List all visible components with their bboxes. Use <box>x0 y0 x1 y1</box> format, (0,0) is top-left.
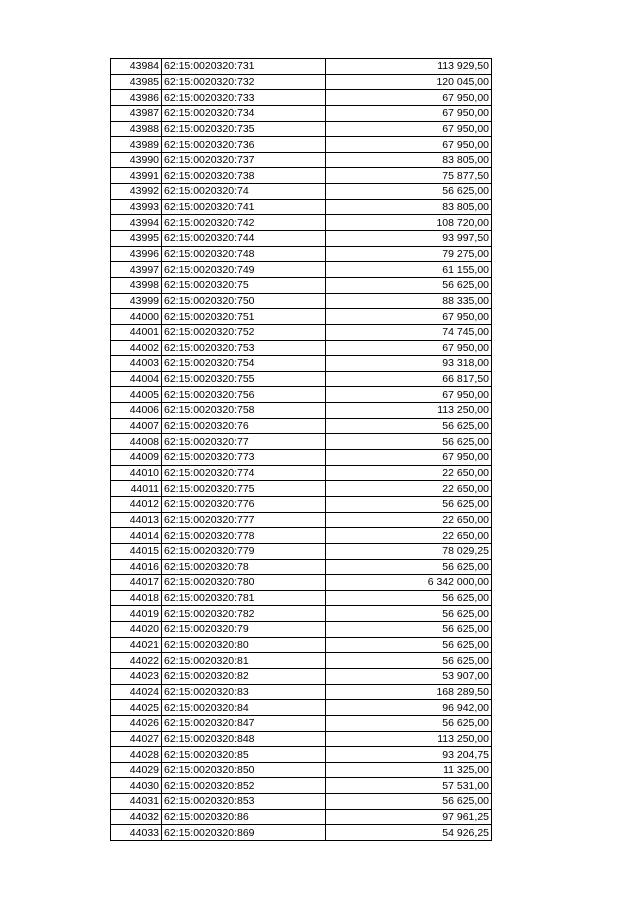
cadastral-number-cell: 62:15:0020320:782 <box>162 606 326 622</box>
row-number-cell: 44014 <box>111 528 162 544</box>
row-number-cell: 43998 <box>111 277 162 293</box>
row-number-cell: 44024 <box>111 684 162 700</box>
row-number-cell: 44019 <box>111 606 162 622</box>
value-cell: 93 318,00 <box>326 356 492 372</box>
table-row <box>111 403 492 419</box>
cadastral-number-cell: 62:15:0020320:869 <box>162 825 326 841</box>
cadastral-number-cell: 62:15:0020320:781 <box>162 590 326 606</box>
row-number-cell: 44030 <box>111 778 162 794</box>
value-cell: 56 625,00 <box>326 637 492 653</box>
cadastral-number-cell: 62:15:0020320:79 <box>162 622 326 638</box>
table-row <box>111 825 492 841</box>
row-number-cell: 43986 <box>111 90 162 106</box>
cadastral-number-cell: 62:15:0020320:852 <box>162 778 326 794</box>
table-row <box>111 434 492 450</box>
value-cell: 67 950,00 <box>326 340 492 356</box>
table-row <box>111 653 492 669</box>
cadastral-number-cell: 62:15:0020320:750 <box>162 293 326 309</box>
table-row <box>111 794 492 810</box>
table-row <box>111 168 492 184</box>
table-row <box>111 778 492 794</box>
value-cell: 67 950,00 <box>326 105 492 121</box>
value-cell: 61 155,00 <box>326 262 492 278</box>
cadastral-number-cell: 62:15:0020320:754 <box>162 356 326 372</box>
cadastral-number-cell: 62:15:0020320:776 <box>162 496 326 512</box>
value-cell: 56 625,00 <box>326 715 492 731</box>
value-cell: 88 335,00 <box>326 293 492 309</box>
row-number-cell: 44028 <box>111 747 162 763</box>
row-number-cell: 44010 <box>111 465 162 481</box>
cadastral-number-cell: 62:15:0020320:775 <box>162 481 326 497</box>
value-cell: 22 650,00 <box>326 512 492 528</box>
table-row <box>111 512 492 528</box>
table-row <box>111 465 492 481</box>
cadastral-number-cell: 62:15:0020320:774 <box>162 465 326 481</box>
cadastral-number-cell: 62:15:0020320:75 <box>162 277 326 293</box>
table-row <box>111 184 492 200</box>
cadastral-number-cell: 62:15:0020320:80 <box>162 637 326 653</box>
table-row <box>111 137 492 153</box>
cadastral-number-cell: 62:15:0020320:758 <box>162 403 326 419</box>
row-number-cell: 44011 <box>111 481 162 497</box>
row-number-cell: 43991 <box>111 168 162 184</box>
value-cell: 56 625,00 <box>326 434 492 450</box>
cadastral-number-cell: 62:15:0020320:756 <box>162 387 326 403</box>
table-row <box>111 152 492 168</box>
value-cell: 93 997,50 <box>326 231 492 247</box>
value-cell: 56 625,00 <box>326 277 492 293</box>
row-number-cell: 44004 <box>111 371 162 387</box>
table-row <box>111 637 492 653</box>
value-cell: 56 625,00 <box>326 606 492 622</box>
table-row <box>111 246 492 262</box>
cadastral-number-cell: 62:15:0020320:742 <box>162 215 326 231</box>
cadastral-number-cell: 62:15:0020320:777 <box>162 512 326 528</box>
table-row <box>111 262 492 278</box>
row-number-cell: 44017 <box>111 575 162 591</box>
cadastral-number-cell: 62:15:0020320:78 <box>162 559 326 575</box>
table-row <box>111 496 492 512</box>
cadastral-number-cell: 62:15:0020320:735 <box>162 121 326 137</box>
value-cell: 67 950,00 <box>326 137 492 153</box>
row-number-cell: 44009 <box>111 450 162 466</box>
row-number-cell: 44001 <box>111 324 162 340</box>
row-number-cell: 44005 <box>111 387 162 403</box>
cadastral-number-cell: 62:15:0020320:736 <box>162 137 326 153</box>
table-row <box>111 340 492 356</box>
cadastral-number-cell: 62:15:0020320:84 <box>162 700 326 716</box>
row-number-cell: 44029 <box>111 762 162 778</box>
table-row <box>111 121 492 137</box>
table-row <box>111 418 492 434</box>
cadastral-number-cell: 62:15:0020320:848 <box>162 731 326 747</box>
row-number-cell: 44006 <box>111 403 162 419</box>
table-row <box>111 715 492 731</box>
table-body <box>111 59 492 841</box>
table-row <box>111 575 492 591</box>
row-number-cell: 43984 <box>111 59 162 75</box>
value-cell: 56 625,00 <box>326 653 492 669</box>
value-cell: 67 950,00 <box>326 387 492 403</box>
row-number-cell: 43999 <box>111 293 162 309</box>
value-cell: 67 950,00 <box>326 450 492 466</box>
table-row <box>111 199 492 215</box>
table-row <box>111 668 492 684</box>
table-row <box>111 450 492 466</box>
row-number-cell: 44020 <box>111 622 162 638</box>
table-row <box>111 231 492 247</box>
value-cell: 113 929,50 <box>326 59 492 75</box>
row-number-cell: 44002 <box>111 340 162 356</box>
value-cell: 113 250,00 <box>326 403 492 419</box>
cadastral-number-cell: 62:15:0020320:847 <box>162 715 326 731</box>
value-cell: 11 325,00 <box>326 762 492 778</box>
row-number-cell: 44008 <box>111 434 162 450</box>
row-number-cell: 44026 <box>111 715 162 731</box>
value-cell: 79 275,00 <box>326 246 492 262</box>
value-cell: 120 045,00 <box>326 74 492 90</box>
table-row <box>111 215 492 231</box>
value-cell: 56 625,00 <box>326 559 492 575</box>
row-number-cell: 44021 <box>111 637 162 653</box>
value-cell: 67 950,00 <box>326 309 492 325</box>
table-row <box>111 356 492 372</box>
cadastral-number-cell: 62:15:0020320:850 <box>162 762 326 778</box>
table-row <box>111 731 492 747</box>
row-number-cell: 44033 <box>111 825 162 841</box>
value-cell: 67 950,00 <box>326 121 492 137</box>
row-number-cell: 43990 <box>111 152 162 168</box>
row-number-cell: 44003 <box>111 356 162 372</box>
row-number-cell: 43985 <box>111 74 162 90</box>
row-number-cell: 44012 <box>111 496 162 512</box>
cadastral-number-cell: 62:15:0020320:737 <box>162 152 326 168</box>
value-cell: 78 029,25 <box>326 543 492 559</box>
cadastral-number-cell: 62:15:0020320:853 <box>162 794 326 810</box>
value-cell: 83 805,00 <box>326 199 492 215</box>
row-number-cell: 43989 <box>111 137 162 153</box>
cadastral-number-cell: 62:15:0020320:81 <box>162 653 326 669</box>
row-number-cell: 43995 <box>111 231 162 247</box>
table-row <box>111 606 492 622</box>
table-row <box>111 747 492 763</box>
cadastral-number-cell: 62:15:0020320:753 <box>162 340 326 356</box>
row-number-cell: 43997 <box>111 262 162 278</box>
cadastral-number-cell: 62:15:0020320:755 <box>162 371 326 387</box>
cadastral-number-cell: 62:15:0020320:778 <box>162 528 326 544</box>
value-cell: 113 250,00 <box>326 731 492 747</box>
value-cell: 75 877,50 <box>326 168 492 184</box>
cadastral-number-cell: 62:15:0020320:731 <box>162 59 326 75</box>
table-row <box>111 59 492 75</box>
row-number-cell: 43996 <box>111 246 162 262</box>
table-row <box>111 684 492 700</box>
table-row <box>111 528 492 544</box>
row-number-cell: 43993 <box>111 199 162 215</box>
cadastral-number-cell: 62:15:0020320:76 <box>162 418 326 434</box>
table-row <box>111 387 492 403</box>
value-cell: 56 625,00 <box>326 590 492 606</box>
value-cell: 54 926,25 <box>326 825 492 841</box>
cadastral-number-cell: 62:15:0020320:733 <box>162 90 326 106</box>
value-cell: 74 745,00 <box>326 324 492 340</box>
table-row <box>111 481 492 497</box>
value-cell: 96 942,00 <box>326 700 492 716</box>
value-cell: 66 817,50 <box>326 371 492 387</box>
row-number-cell: 43988 <box>111 121 162 137</box>
cadastral-number-cell: 62:15:0020320:82 <box>162 668 326 684</box>
row-number-cell: 44031 <box>111 794 162 810</box>
cadastral-number-cell: 62:15:0020320:748 <box>162 246 326 262</box>
row-number-cell: 44022 <box>111 653 162 669</box>
cadastral-number-cell: 62:15:0020320:741 <box>162 199 326 215</box>
cadastral-number-cell: 62:15:0020320:734 <box>162 105 326 121</box>
row-number-cell: 44013 <box>111 512 162 528</box>
row-number-cell: 44025 <box>111 700 162 716</box>
value-cell: 6 342 000,00 <box>326 575 492 591</box>
value-cell: 83 805,00 <box>326 152 492 168</box>
cadastral-number-cell: 62:15:0020320:732 <box>162 74 326 90</box>
value-cell: 67 950,00 <box>326 90 492 106</box>
table-row <box>111 590 492 606</box>
value-cell: 22 650,00 <box>326 481 492 497</box>
cadastral-number-cell: 62:15:0020320:738 <box>162 168 326 184</box>
table-row <box>111 559 492 575</box>
row-number-cell: 43987 <box>111 105 162 121</box>
value-cell: 53 907,00 <box>326 668 492 684</box>
value-cell: 93 204,75 <box>326 747 492 763</box>
row-number-cell: 44016 <box>111 559 162 575</box>
cadastral-number-cell: 62:15:0020320:751 <box>162 309 326 325</box>
value-cell: 108 720,00 <box>326 215 492 231</box>
table-row <box>111 324 492 340</box>
row-number-cell: 44027 <box>111 731 162 747</box>
table-row <box>111 543 492 559</box>
table-row <box>111 309 492 325</box>
row-number-cell: 43994 <box>111 215 162 231</box>
cadastral-number-cell: 62:15:0020320:779 <box>162 543 326 559</box>
value-cell: 168 289,50 <box>326 684 492 700</box>
value-cell: 56 625,00 <box>326 794 492 810</box>
cadastral-number-cell: 62:15:0020320:74 <box>162 184 326 200</box>
row-number-cell: 44015 <box>111 543 162 559</box>
row-number-cell: 44032 <box>111 809 162 825</box>
table-row <box>111 293 492 309</box>
table-row <box>111 74 492 90</box>
cadastral-number-cell: 62:15:0020320:77 <box>162 434 326 450</box>
cadastral-number-cell: 62:15:0020320:749 <box>162 262 326 278</box>
cadastral-number-cell: 62:15:0020320:85 <box>162 747 326 763</box>
table-row <box>111 371 492 387</box>
row-number-cell: 43992 <box>111 184 162 200</box>
table-row <box>111 762 492 778</box>
value-cell: 56 625,00 <box>326 622 492 638</box>
cadastral-number-cell: 62:15:0020320:744 <box>162 231 326 247</box>
table-row <box>111 90 492 106</box>
value-cell: 56 625,00 <box>326 184 492 200</box>
row-number-cell: 44000 <box>111 309 162 325</box>
cadastral-number-cell: 62:15:0020320:83 <box>162 684 326 700</box>
table-row <box>111 809 492 825</box>
table-row <box>111 277 492 293</box>
cadastral-number-cell: 62:15:0020320:752 <box>162 324 326 340</box>
row-number-cell: 44007 <box>111 418 162 434</box>
cadastral-number-cell: 62:15:0020320:86 <box>162 809 326 825</box>
row-number-cell: 44018 <box>111 590 162 606</box>
value-cell: 56 625,00 <box>326 418 492 434</box>
value-cell: 22 650,00 <box>326 465 492 481</box>
table-row <box>111 622 492 638</box>
cadastral-number-cell: 62:15:0020320:773 <box>162 450 326 466</box>
value-cell: 57 531,00 <box>326 778 492 794</box>
cadastral-number-cell: 62:15:0020320:780 <box>162 575 326 591</box>
row-number-cell: 44023 <box>111 668 162 684</box>
value-cell: 97 961,25 <box>326 809 492 825</box>
table-row <box>111 105 492 121</box>
value-cell: 22 650,00 <box>326 528 492 544</box>
value-cell: 56 625,00 <box>326 496 492 512</box>
data-table <box>110 58 492 841</box>
table-row <box>111 700 492 716</box>
